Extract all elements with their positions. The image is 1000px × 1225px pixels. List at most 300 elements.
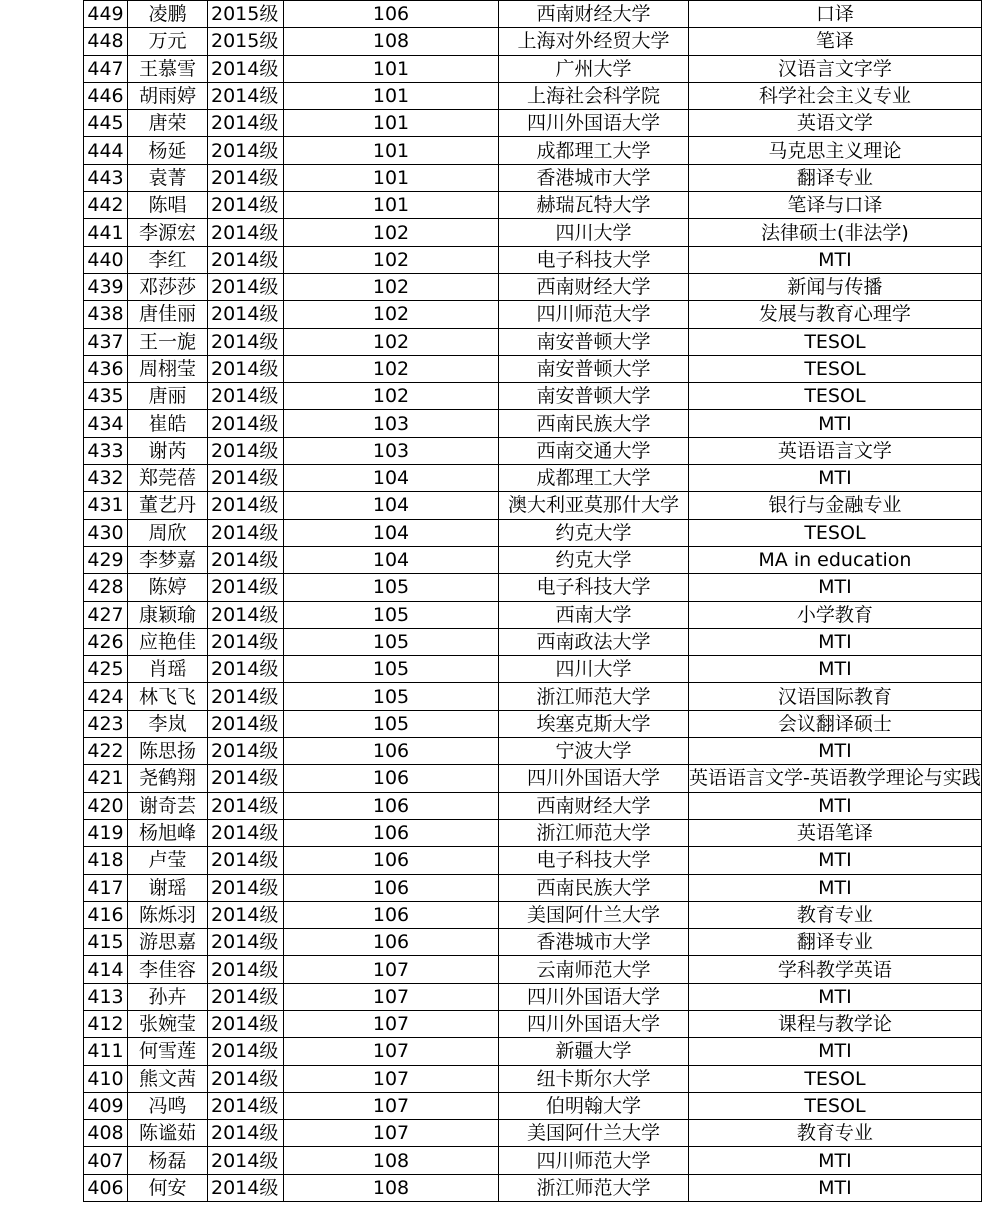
major-name: 笔译与口译 bbox=[689, 192, 982, 219]
school-name: 伯明翰大学 bbox=[499, 1092, 689, 1119]
major-name: MTI bbox=[689, 574, 982, 601]
table-row bbox=[84, 55, 982, 82]
table-row bbox=[84, 1010, 982, 1037]
student-name: 王一旎 bbox=[128, 328, 208, 355]
school-name: 浙江师范大学 bbox=[499, 1174, 689, 1201]
student-name: 唐荣 bbox=[128, 110, 208, 137]
class-group: 106 bbox=[284, 765, 499, 792]
school-name: 西南民族大学 bbox=[499, 874, 689, 901]
student-name: 董艺丹 bbox=[128, 492, 208, 519]
major-name: 教育专业 bbox=[689, 1120, 982, 1147]
major-name: 教育专业 bbox=[689, 901, 982, 928]
class-group: 101 bbox=[284, 164, 499, 191]
class-group: 107 bbox=[284, 1010, 499, 1037]
row-number: 416 bbox=[84, 901, 128, 928]
table-row bbox=[84, 28, 982, 55]
class-year: 2015级 bbox=[208, 28, 284, 55]
table-row bbox=[84, 465, 982, 492]
table-row bbox=[84, 874, 982, 901]
student-name: 应艳佳 bbox=[128, 628, 208, 655]
class-group: 107 bbox=[284, 1065, 499, 1092]
row-number: 413 bbox=[84, 983, 128, 1010]
table-row bbox=[84, 710, 982, 737]
class-group: 103 bbox=[284, 410, 499, 437]
table-row bbox=[84, 765, 982, 792]
table-row bbox=[84, 301, 982, 328]
class-group: 104 bbox=[284, 465, 499, 492]
class-year: 2014级 bbox=[208, 546, 284, 573]
row-number: 419 bbox=[84, 819, 128, 846]
student-name: 陈思扬 bbox=[128, 738, 208, 765]
school-name: 四川外国语大学 bbox=[499, 1010, 689, 1037]
school-name: 四川师范大学 bbox=[499, 1147, 689, 1174]
student-name: 谢奇芸 bbox=[128, 792, 208, 819]
table-row bbox=[84, 819, 982, 846]
major-name: 口译 bbox=[689, 1, 982, 28]
student-name: 陈唱 bbox=[128, 192, 208, 219]
student-name: 卢莹 bbox=[128, 847, 208, 874]
table-row bbox=[84, 383, 982, 410]
class-group: 108 bbox=[284, 1147, 499, 1174]
student-name: 游思嘉 bbox=[128, 929, 208, 956]
table-row bbox=[84, 410, 982, 437]
class-year: 2014级 bbox=[208, 983, 284, 1010]
class-year: 2014级 bbox=[208, 819, 284, 846]
row-number: 437 bbox=[84, 328, 128, 355]
school-name: 电子科技大学 bbox=[499, 246, 689, 273]
class-group: 106 bbox=[284, 874, 499, 901]
class-group: 104 bbox=[284, 519, 499, 546]
major-name: MTI bbox=[689, 874, 982, 901]
student-name: 熊文茜 bbox=[128, 1065, 208, 1092]
student-name: 周栩莹 bbox=[128, 355, 208, 382]
class-year: 2014级 bbox=[208, 492, 284, 519]
student-name: 何安 bbox=[128, 1174, 208, 1201]
row-number: 432 bbox=[84, 465, 128, 492]
student-name: 何雪莲 bbox=[128, 1038, 208, 1065]
school-name: 四川外国语大学 bbox=[499, 983, 689, 1010]
major-name: 法律硕士(非法学) bbox=[689, 219, 982, 246]
school-name: 成都理工大学 bbox=[499, 465, 689, 492]
class-group: 107 bbox=[284, 1120, 499, 1147]
school-name: 埃塞克斯大学 bbox=[499, 710, 689, 737]
class-group: 106 bbox=[284, 819, 499, 846]
table-row bbox=[84, 273, 982, 300]
major-name: 汉语言文字学 bbox=[689, 55, 982, 82]
student-name: 杨旭峰 bbox=[128, 819, 208, 846]
class-group: 102 bbox=[284, 273, 499, 300]
table-row bbox=[84, 1065, 982, 1092]
table-row bbox=[84, 519, 982, 546]
student-name: 王慕雪 bbox=[128, 55, 208, 82]
table-row bbox=[84, 929, 982, 956]
table-row bbox=[84, 82, 982, 109]
major-name: MA in education bbox=[689, 546, 982, 573]
row-number: 428 bbox=[84, 574, 128, 601]
school-name: 云南师范大学 bbox=[499, 956, 689, 983]
school-name: 澳大利亚莫那什大学 bbox=[499, 492, 689, 519]
major-name: MTI bbox=[689, 792, 982, 819]
class-year: 2014级 bbox=[208, 437, 284, 464]
class-year: 2014级 bbox=[208, 1010, 284, 1037]
school-name: 浙江师范大学 bbox=[499, 683, 689, 710]
major-name: 新闻与传播 bbox=[689, 273, 982, 300]
student-name: 陈谧茹 bbox=[128, 1120, 208, 1147]
class-group: 106 bbox=[284, 929, 499, 956]
major-name: TESOL bbox=[689, 355, 982, 382]
class-year: 2014级 bbox=[208, 792, 284, 819]
table-row bbox=[84, 1120, 982, 1147]
class-year: 2014级 bbox=[208, 219, 284, 246]
class-group: 105 bbox=[284, 656, 499, 683]
table-row bbox=[84, 628, 982, 655]
row-number: 412 bbox=[84, 1010, 128, 1037]
school-name: 成都理工大学 bbox=[499, 137, 689, 164]
row-number: 444 bbox=[84, 137, 128, 164]
class-year: 2014级 bbox=[208, 110, 284, 137]
major-name: TESOL bbox=[689, 328, 982, 355]
major-name: MTI bbox=[689, 246, 982, 273]
table-row bbox=[84, 110, 982, 137]
table-row bbox=[84, 574, 982, 601]
class-group: 107 bbox=[284, 1038, 499, 1065]
row-number: 417 bbox=[84, 874, 128, 901]
school-name: 香港城市大学 bbox=[499, 929, 689, 956]
school-name: 宁波大学 bbox=[499, 738, 689, 765]
school-name: 浙江师范大学 bbox=[499, 819, 689, 846]
class-group: 102 bbox=[284, 301, 499, 328]
major-name: MTI bbox=[689, 738, 982, 765]
major-name: 会议翻译硕士 bbox=[689, 710, 982, 737]
row-number: 407 bbox=[84, 1147, 128, 1174]
class-year: 2014级 bbox=[208, 601, 284, 628]
class-year: 2014级 bbox=[208, 765, 284, 792]
class-year: 2014级 bbox=[208, 1092, 284, 1119]
school-name: 四川大学 bbox=[499, 656, 689, 683]
class-group: 101 bbox=[284, 82, 499, 109]
major-name: 英语语言文学-英语教学理论与实践 bbox=[689, 765, 982, 792]
table-row bbox=[84, 546, 982, 573]
school-name: 西南财经大学 bbox=[499, 792, 689, 819]
school-name: 电子科技大学 bbox=[499, 574, 689, 601]
class-year: 2014级 bbox=[208, 683, 284, 710]
class-year: 2014级 bbox=[208, 301, 284, 328]
school-name: 西南财经大学 bbox=[499, 273, 689, 300]
class-group: 101 bbox=[284, 192, 499, 219]
class-group: 106 bbox=[284, 1, 499, 28]
row-number: 447 bbox=[84, 55, 128, 82]
class-group: 103 bbox=[284, 437, 499, 464]
major-name: MTI bbox=[689, 847, 982, 874]
student-name: 郑莞蓓 bbox=[128, 465, 208, 492]
student-name: 李红 bbox=[128, 246, 208, 273]
student-name: 崔皓 bbox=[128, 410, 208, 437]
row-number: 415 bbox=[84, 929, 128, 956]
class-year: 2014级 bbox=[208, 465, 284, 492]
class-year: 2014级 bbox=[208, 738, 284, 765]
row-number: 449 bbox=[84, 1, 128, 28]
major-name: 马克思主义理论 bbox=[689, 137, 982, 164]
table-row bbox=[84, 1147, 982, 1174]
table-row bbox=[84, 601, 982, 628]
class-year: 2014级 bbox=[208, 328, 284, 355]
student-name: 李岚 bbox=[128, 710, 208, 737]
class-group: 105 bbox=[284, 601, 499, 628]
class-year: 2014级 bbox=[208, 956, 284, 983]
school-name: 西南大学 bbox=[499, 601, 689, 628]
row-number: 443 bbox=[84, 164, 128, 191]
class-group: 102 bbox=[284, 246, 499, 273]
school-name: 纽卡斯尔大学 bbox=[499, 1065, 689, 1092]
row-number: 446 bbox=[84, 82, 128, 109]
major-name: TESOL bbox=[689, 1065, 982, 1092]
table-row bbox=[84, 1, 982, 28]
major-name: 英语语言文学 bbox=[689, 437, 982, 464]
student-name: 周欣 bbox=[128, 519, 208, 546]
school-name: 美国阿什兰大学 bbox=[499, 1120, 689, 1147]
student-name: 冯鸣 bbox=[128, 1092, 208, 1119]
school-name: 南安普顿大学 bbox=[499, 383, 689, 410]
table-row bbox=[84, 847, 982, 874]
row-number: 445 bbox=[84, 110, 128, 137]
class-year: 2014级 bbox=[208, 1120, 284, 1147]
row-number: 434 bbox=[84, 410, 128, 437]
class-year: 2014级 bbox=[208, 55, 284, 82]
class-group: 108 bbox=[284, 1174, 499, 1201]
school-name: 约克大学 bbox=[499, 546, 689, 573]
class-year: 2014级 bbox=[208, 656, 284, 683]
table-body bbox=[84, 1, 982, 1202]
row-number: 427 bbox=[84, 601, 128, 628]
class-group: 105 bbox=[284, 628, 499, 655]
class-year: 2014级 bbox=[208, 273, 284, 300]
row-number: 433 bbox=[84, 437, 128, 464]
major-name: TESOL bbox=[689, 1092, 982, 1119]
class-group: 102 bbox=[284, 383, 499, 410]
student-name: 张婉莹 bbox=[128, 1010, 208, 1037]
row-number: 448 bbox=[84, 28, 128, 55]
class-group: 106 bbox=[284, 738, 499, 765]
major-name: MTI bbox=[689, 1174, 982, 1201]
class-group: 102 bbox=[284, 355, 499, 382]
school-name: 西南财经大学 bbox=[499, 1, 689, 28]
school-name: 上海对外经贸大学 bbox=[499, 28, 689, 55]
row-number: 421 bbox=[84, 765, 128, 792]
table-row bbox=[84, 137, 982, 164]
class-year: 2014级 bbox=[208, 1038, 284, 1065]
class-year: 2014级 bbox=[208, 410, 284, 437]
class-year: 2014级 bbox=[208, 383, 284, 410]
class-group: 105 bbox=[284, 683, 499, 710]
class-year: 2014级 bbox=[208, 929, 284, 956]
major-name: MTI bbox=[689, 1147, 982, 1174]
student-name: 邓莎莎 bbox=[128, 273, 208, 300]
major-name: 学科教学英语 bbox=[689, 956, 982, 983]
school-name: 西南民族大学 bbox=[499, 410, 689, 437]
class-year: 2014级 bbox=[208, 192, 284, 219]
row-number: 411 bbox=[84, 1038, 128, 1065]
table-row bbox=[84, 656, 982, 683]
row-number: 424 bbox=[84, 683, 128, 710]
major-name: 翻译专业 bbox=[689, 164, 982, 191]
class-group: 105 bbox=[284, 574, 499, 601]
major-name: MTI bbox=[689, 628, 982, 655]
school-name: 四川外国语大学 bbox=[499, 765, 689, 792]
student-name: 唐佳丽 bbox=[128, 301, 208, 328]
major-name: MTI bbox=[689, 465, 982, 492]
school-name: 上海社会科学院 bbox=[499, 82, 689, 109]
table-row bbox=[84, 492, 982, 519]
major-name: TESOL bbox=[689, 383, 982, 410]
table-row bbox=[84, 1038, 982, 1065]
student-table bbox=[83, 0, 982, 1202]
school-name: 新疆大学 bbox=[499, 1038, 689, 1065]
school-name: 四川大学 bbox=[499, 219, 689, 246]
table-row bbox=[84, 219, 982, 246]
class-group: 104 bbox=[284, 492, 499, 519]
row-number: 429 bbox=[84, 546, 128, 573]
class-year: 2014级 bbox=[208, 1174, 284, 1201]
school-name: 四川师范大学 bbox=[499, 301, 689, 328]
major-name: 英语文学 bbox=[689, 110, 982, 137]
row-number: 439 bbox=[84, 273, 128, 300]
row-number: 408 bbox=[84, 1120, 128, 1147]
table-row bbox=[84, 164, 982, 191]
class-year: 2014级 bbox=[208, 901, 284, 928]
major-name: 笔译 bbox=[689, 28, 982, 55]
school-name: 四川外国语大学 bbox=[499, 110, 689, 137]
class-year: 2014级 bbox=[208, 847, 284, 874]
row-number: 410 bbox=[84, 1065, 128, 1092]
major-name: MTI bbox=[689, 656, 982, 683]
student-name: 袁菁 bbox=[128, 164, 208, 191]
school-name: 赫瑞瓦特大学 bbox=[499, 192, 689, 219]
table-row bbox=[84, 192, 982, 219]
row-number: 422 bbox=[84, 738, 128, 765]
class-group: 101 bbox=[284, 137, 499, 164]
school-name: 西南交通大学 bbox=[499, 437, 689, 464]
class-group: 106 bbox=[284, 792, 499, 819]
class-group: 108 bbox=[284, 28, 499, 55]
school-name: 南安普顿大学 bbox=[499, 328, 689, 355]
school-name: 广州大学 bbox=[499, 55, 689, 82]
major-name: TESOL bbox=[689, 519, 982, 546]
table-row bbox=[84, 683, 982, 710]
class-group: 102 bbox=[284, 328, 499, 355]
major-name: 翻译专业 bbox=[689, 929, 982, 956]
class-year: 2014级 bbox=[208, 82, 284, 109]
class-group: 102 bbox=[284, 219, 499, 246]
student-name: 肖瑶 bbox=[128, 656, 208, 683]
major-name: 英语笔译 bbox=[689, 819, 982, 846]
table-row bbox=[84, 901, 982, 928]
row-number: 420 bbox=[84, 792, 128, 819]
class-year: 2014级 bbox=[208, 164, 284, 191]
class-year: 2014级 bbox=[208, 246, 284, 273]
student-name: 李梦嘉 bbox=[128, 546, 208, 573]
class-group: 101 bbox=[284, 110, 499, 137]
class-group: 101 bbox=[284, 55, 499, 82]
student-name: 胡雨婷 bbox=[128, 82, 208, 109]
major-name: 汉语国际教育 bbox=[689, 683, 982, 710]
student-name: 唐丽 bbox=[128, 383, 208, 410]
row-number: 438 bbox=[84, 301, 128, 328]
row-number: 442 bbox=[84, 192, 128, 219]
major-name: MTI bbox=[689, 983, 982, 1010]
table-row bbox=[84, 792, 982, 819]
class-group: 105 bbox=[284, 710, 499, 737]
class-year: 2014级 bbox=[208, 710, 284, 737]
school-name: 香港城市大学 bbox=[499, 164, 689, 191]
student-name: 谢瑶 bbox=[128, 874, 208, 901]
row-number: 409 bbox=[84, 1092, 128, 1119]
row-number: 441 bbox=[84, 219, 128, 246]
class-year: 2014级 bbox=[208, 1147, 284, 1174]
class-year: 2015级 bbox=[208, 1, 284, 28]
row-number: 436 bbox=[84, 355, 128, 382]
major-name: MTI bbox=[689, 1038, 982, 1065]
row-number: 423 bbox=[84, 710, 128, 737]
school-name: 南安普顿大学 bbox=[499, 355, 689, 382]
student-name: 陈烁羽 bbox=[128, 901, 208, 928]
school-name: 美国阿什兰大学 bbox=[499, 901, 689, 928]
class-year: 2014级 bbox=[208, 628, 284, 655]
row-number: 406 bbox=[84, 1174, 128, 1201]
table-row bbox=[84, 437, 982, 464]
student-name: 尧鹤翔 bbox=[128, 765, 208, 792]
student-name: 凌鹏 bbox=[128, 1, 208, 28]
row-number: 426 bbox=[84, 628, 128, 655]
class-year: 2014级 bbox=[208, 1065, 284, 1092]
major-name: MTI bbox=[689, 410, 982, 437]
major-name: 科学社会主义专业 bbox=[689, 82, 982, 109]
table-row bbox=[84, 1092, 982, 1119]
table-row bbox=[84, 738, 982, 765]
major-name: 发展与教育心理学 bbox=[689, 301, 982, 328]
row-number: 430 bbox=[84, 519, 128, 546]
row-number: 435 bbox=[84, 383, 128, 410]
class-year: 2014级 bbox=[208, 137, 284, 164]
row-number: 414 bbox=[84, 956, 128, 983]
table-row bbox=[84, 355, 982, 382]
class-group: 106 bbox=[284, 901, 499, 928]
student-name: 林飞飞 bbox=[128, 683, 208, 710]
student-name: 杨延 bbox=[128, 137, 208, 164]
student-name: 李佳容 bbox=[128, 956, 208, 983]
student-name: 李源宏 bbox=[128, 219, 208, 246]
student-name: 杨磊 bbox=[128, 1147, 208, 1174]
student-name: 孙卉 bbox=[128, 983, 208, 1010]
class-year: 2014级 bbox=[208, 574, 284, 601]
class-group: 106 bbox=[284, 847, 499, 874]
student-name: 陈婷 bbox=[128, 574, 208, 601]
table-row bbox=[84, 1174, 982, 1201]
class-group: 104 bbox=[284, 546, 499, 573]
table-row bbox=[84, 328, 982, 355]
major-name: 课程与教学论 bbox=[689, 1010, 982, 1037]
school-name: 西南政法大学 bbox=[499, 628, 689, 655]
table-row bbox=[84, 246, 982, 273]
row-number: 440 bbox=[84, 246, 128, 273]
class-year: 2014级 bbox=[208, 355, 284, 382]
row-number: 418 bbox=[84, 847, 128, 874]
class-group: 107 bbox=[284, 956, 499, 983]
student-name: 万元 bbox=[128, 28, 208, 55]
class-year: 2014级 bbox=[208, 874, 284, 901]
school-name: 电子科技大学 bbox=[499, 847, 689, 874]
row-number: 425 bbox=[84, 656, 128, 683]
row-number: 431 bbox=[84, 492, 128, 519]
